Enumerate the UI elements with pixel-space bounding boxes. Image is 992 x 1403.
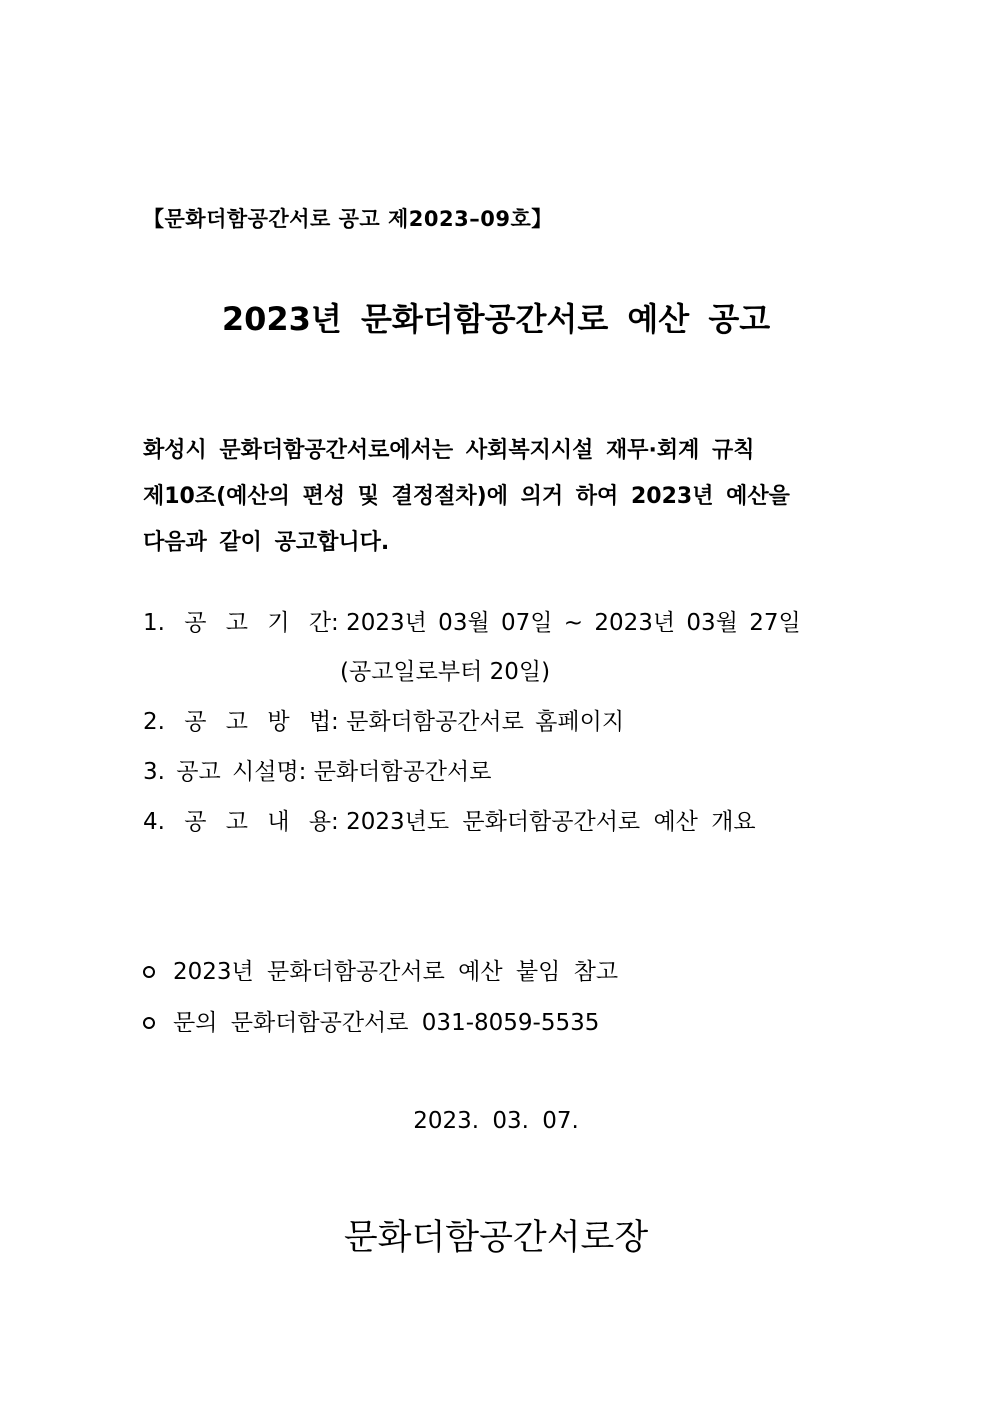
item-label: 3. 공고 시설명: — [143, 759, 307, 785]
intro-line: 화성시 문화더함공간서로에서는 사회복지시설 재무·회계 규칙 — [143, 438, 755, 463]
intro-paragraph — [143, 428, 790, 566]
item-label: 4. 공 고 내 용: — [143, 809, 339, 835]
item-value: 문화더함공간서로 — [313, 759, 492, 785]
bullet-item — [143, 1008, 599, 1038]
item-method — [143, 707, 624, 737]
bullet-item — [143, 957, 618, 987]
item-label: 2. 공 고 방 법: — [143, 709, 339, 735]
item-facility — [143, 757, 491, 787]
hollow-circle-icon — [143, 966, 155, 978]
notice-number: 【문화더함공간서로 공고 제2023–09호】 — [143, 207, 553, 231]
item-value: 2023년도 문화더함공간서로 예산 개요 — [346, 809, 756, 835]
bullet-text: 2023년 문화더함공간서로 예산 붙임 참고 — [173, 959, 619, 985]
intro-line: 제10조(예산의 편성 및 결정절차)에 의거 하여 2023년 예산을 — [143, 484, 790, 509]
hollow-circle-icon — [143, 1017, 155, 1029]
item-value: 문화더함공간서로 홈페이지 — [346, 709, 625, 735]
signer: 문화더함공간서로장 — [343, 1218, 649, 1258]
item-period-sub: (공고일로부터 20일) — [340, 659, 551, 685]
intro-line: 다음과 같이 공고합니다. — [143, 530, 390, 555]
item-content — [143, 807, 756, 837]
notice-date: 2023. 03. 07. — [413, 1108, 579, 1134]
item-period — [143, 608, 801, 638]
bullet-text: 문의 문화더함공간서로 031-8059-5535 — [173, 1010, 600, 1036]
page-title: 2023년 문화더함공간서로 예산 공고 — [221, 300, 771, 338]
item-label: 1. 공 고 기 간: — [143, 610, 339, 636]
item-value: 2023년 03월 07일 ~ 2023년 03월 27일 — [346, 610, 801, 636]
